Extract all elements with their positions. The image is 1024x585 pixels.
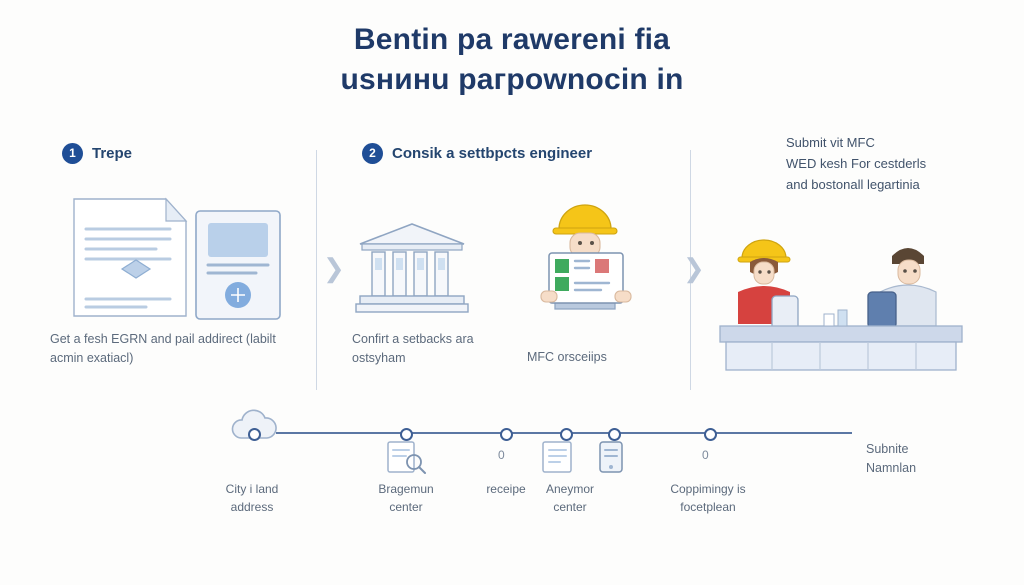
mfc-side-note <box>866 440 1024 478</box>
mfc-heading-line-2: WED kesh For cestderls <box>786 156 927 171</box>
step-2-caption-left <box>352 330 522 368</box>
mfc-counter-illustration <box>716 222 966 387</box>
timeline-label-1-line-1: City i land <box>225 482 279 496</box>
step-2-caption-left-text: Confirt a setbacks ara ostsyham <box>352 332 474 365</box>
title-line-1: Bentin pa rawereni fia <box>353 23 671 56</box>
documents-illustration <box>70 195 302 325</box>
timeline-node-2 <box>400 428 413 441</box>
mfc-heading-line-3: and bostonall legartinia <box>786 177 920 192</box>
step-2-caption-right <box>527 348 687 367</box>
step-1-caption <box>50 330 280 368</box>
timeline-node-3 <box>500 428 513 441</box>
mfc-note-line-2: Namnlan <box>866 461 917 475</box>
timeline-label-4 <box>510 480 630 516</box>
timeline-label-3-line-1: receipe <box>486 482 526 496</box>
timeline-node-1 <box>248 428 261 441</box>
timeline-marker-3: 0 <box>498 448 505 462</box>
step-2-column <box>362 140 682 166</box>
engineer-illustration <box>515 195 655 330</box>
step-2-header <box>362 140 682 166</box>
timeline-label-5-line-1: Coppimingy is <box>670 482 746 496</box>
step-2-caption-right-text: MFC orsceiips <box>527 350 607 364</box>
step-1-caption-text: Get a fesh EGRN and pail addirect (labilt acmin exatiacl) <box>50 332 276 365</box>
timeline-label-2-line-2: center <box>389 500 423 514</box>
step-1-header <box>62 140 302 166</box>
timeline-label-5 <box>648 480 768 516</box>
mfc-note-line-1: Subnite <box>866 442 909 456</box>
step-2-title: Consik a settbpcts engineer <box>392 144 593 162</box>
step-1-badge: 1 <box>62 143 83 164</box>
timeline-marker-5: 0 <box>702 448 709 462</box>
mfc-panel-heading <box>786 132 1016 195</box>
timeline-receipt-icon <box>540 440 580 479</box>
timeline-node-5 <box>608 428 621 441</box>
step-1-title: Trepe <box>92 144 133 162</box>
timeline-node-4 <box>560 428 573 441</box>
timeline-document-search-icon <box>386 440 430 479</box>
timeline-label-2-line-1: Bragemun <box>378 482 434 496</box>
chevron-right-icon-2: ❯ <box>683 253 705 283</box>
timeline-label-1 <box>192 480 312 516</box>
page-title <box>0 20 1024 100</box>
timeline-label-5-line-2: focetplean <box>680 500 736 514</box>
timeline-label-4-line-1: Aneymor <box>545 482 595 496</box>
divider-1 <box>316 150 317 390</box>
title-line-2: usнинu paгpownocin in <box>340 63 684 96</box>
timeline-label-4-line-2: center <box>553 500 587 514</box>
mfc-heading-line-1: Submit vit MFC <box>786 135 875 150</box>
timeline-node-6 <box>704 428 717 441</box>
timeline-tablet-icon <box>596 440 626 479</box>
step-2-badge: 2 <box>362 143 383 164</box>
timeline-label-1-line-2: address <box>230 500 274 514</box>
government-building-icon <box>352 218 472 323</box>
step-1-column <box>62 140 302 166</box>
chevron-right-icon-1: ❯ <box>323 253 345 283</box>
